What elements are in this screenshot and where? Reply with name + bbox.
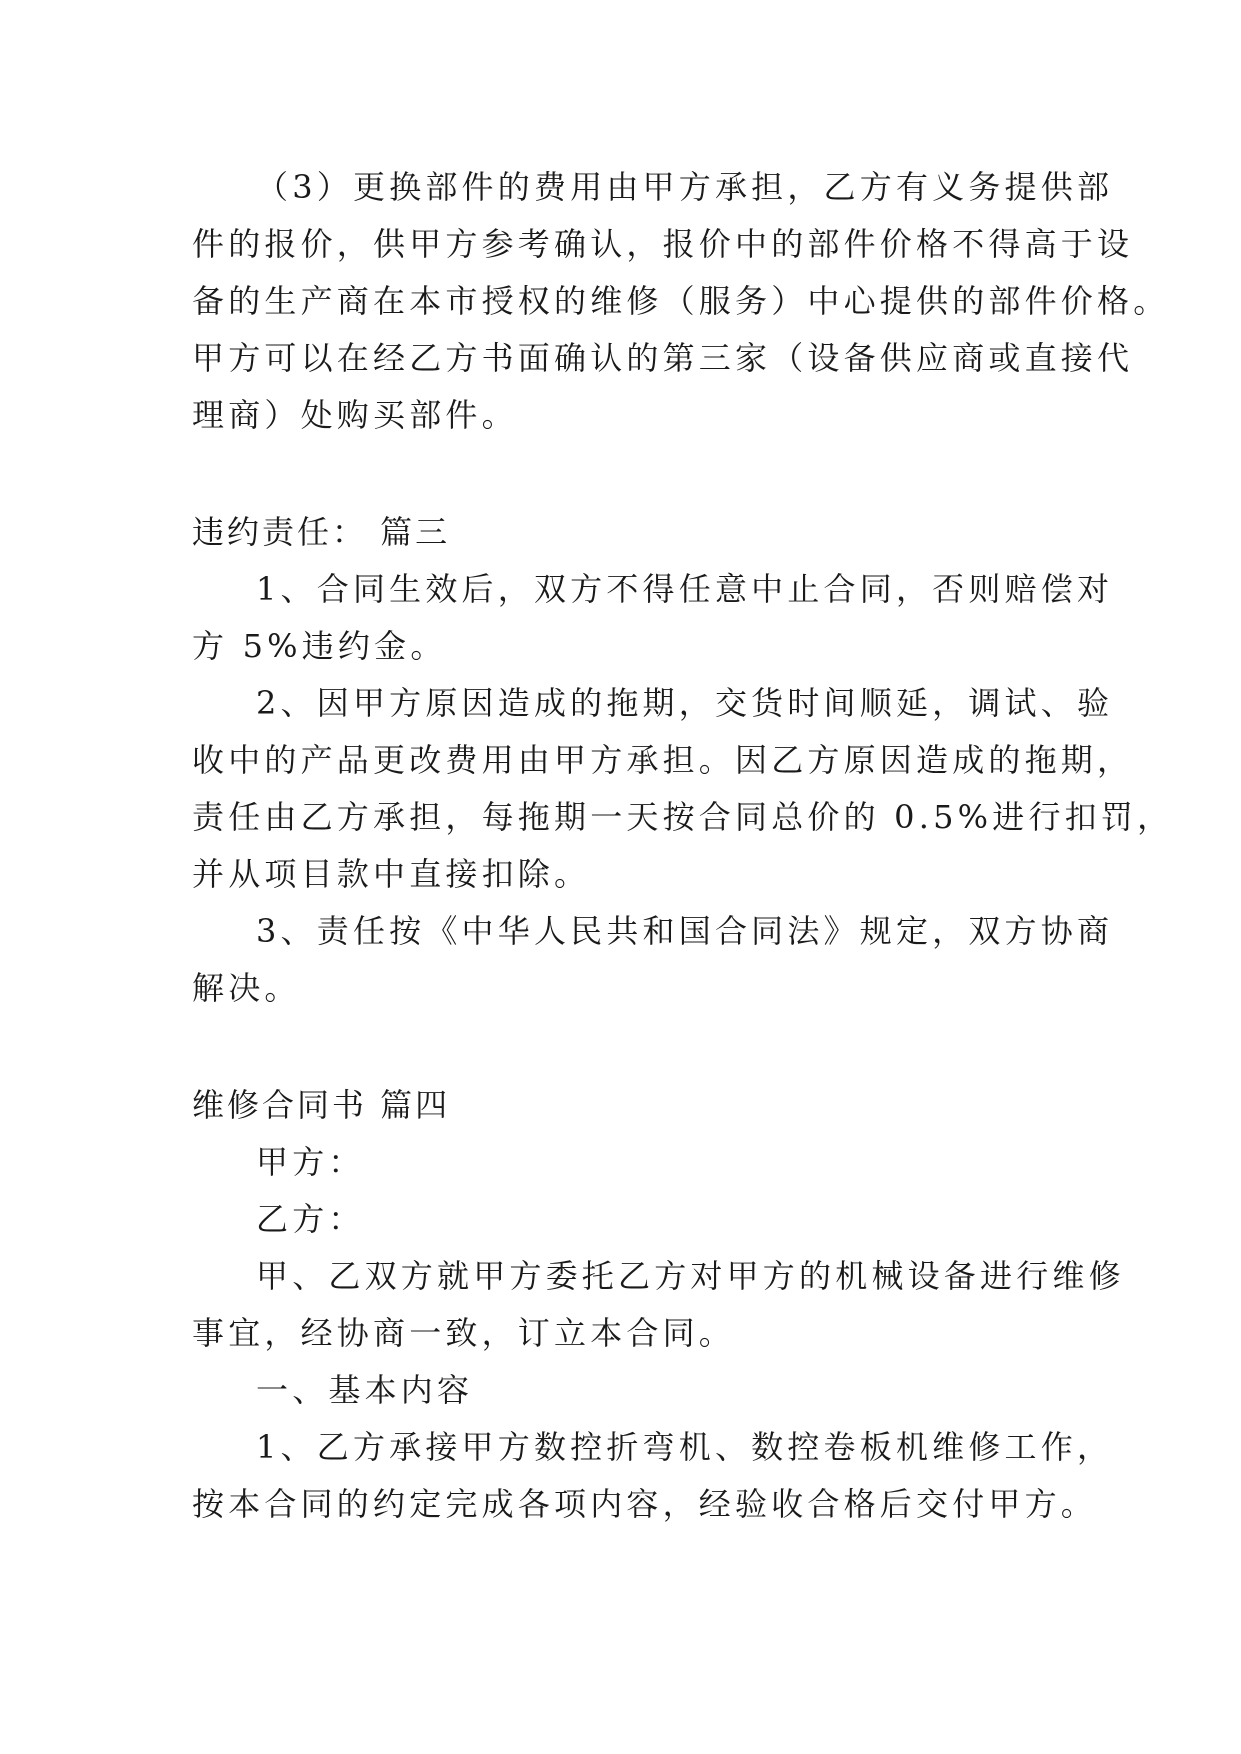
paragraph-line: 按本合同的约定完成各项内容，经验收合格后交付甲方。 — [192, 1485, 1098, 1523]
paragraph-line: 并从项目款中直接扣除。 — [192, 855, 591, 893]
paragraph-line: 2、因甲方原因造成的拖期，交货时间顺延，调试、验 — [256, 684, 1114, 722]
paragraph-line: （3）更换部件的费用由甲方承担，乙方有义务提供部 — [256, 168, 1114, 206]
party-a-line: 甲方： — [256, 1143, 365, 1181]
section-heading-liability: 违约责任： 篇三 — [192, 513, 451, 551]
paragraph-line: 甲方可以在经乙方书面确认的第三家（设备供应商或直接代 — [192, 339, 1134, 377]
paragraph-line: 解决。 — [192, 969, 301, 1007]
paragraph-line: 1、合同生效后，双方不得任意中止合同，否则赔偿对 — [256, 570, 1114, 608]
paragraph-line: 备的生产商在本市授权的维修（服务）中心提供的部件价格。 — [192, 282, 1170, 320]
paragraph-line: 理商）处购买部件。 — [192, 396, 518, 434]
paragraph-line: 甲、乙双方就甲方委托乙方对甲方的机械设备进行维修 — [256, 1257, 1125, 1295]
paragraph-line: 1、乙方承接甲方数控折弯机、数控卷板机维修工作， — [256, 1428, 1114, 1466]
paragraph-line: 事宜，经协商一致，订立本合同。 — [192, 1314, 736, 1352]
party-b-line: 乙方： — [256, 1200, 365, 1238]
paragraph-line: 3、责任按《中华人民共和国合同法》规定，双方协商 — [256, 912, 1114, 950]
subsection-heading: 一、基本内容 — [256, 1371, 474, 1409]
paragraph-line: 方 5%违约金。 — [192, 627, 447, 665]
section-heading-contract: 维修合同书 篇四 — [192, 1086, 451, 1124]
paragraph-line: 件的报价，供甲方参考确认，报价中的部件价格不得高于设 — [192, 225, 1134, 263]
paragraph-line: 责任由乙方承担，每拖期一天按合同总价的 0.5%进行扣罚， — [192, 798, 1174, 836]
paragraph-line: 收中的产品更改费用由甲方承担。因乙方原因造成的拖期， — [192, 741, 1134, 779]
